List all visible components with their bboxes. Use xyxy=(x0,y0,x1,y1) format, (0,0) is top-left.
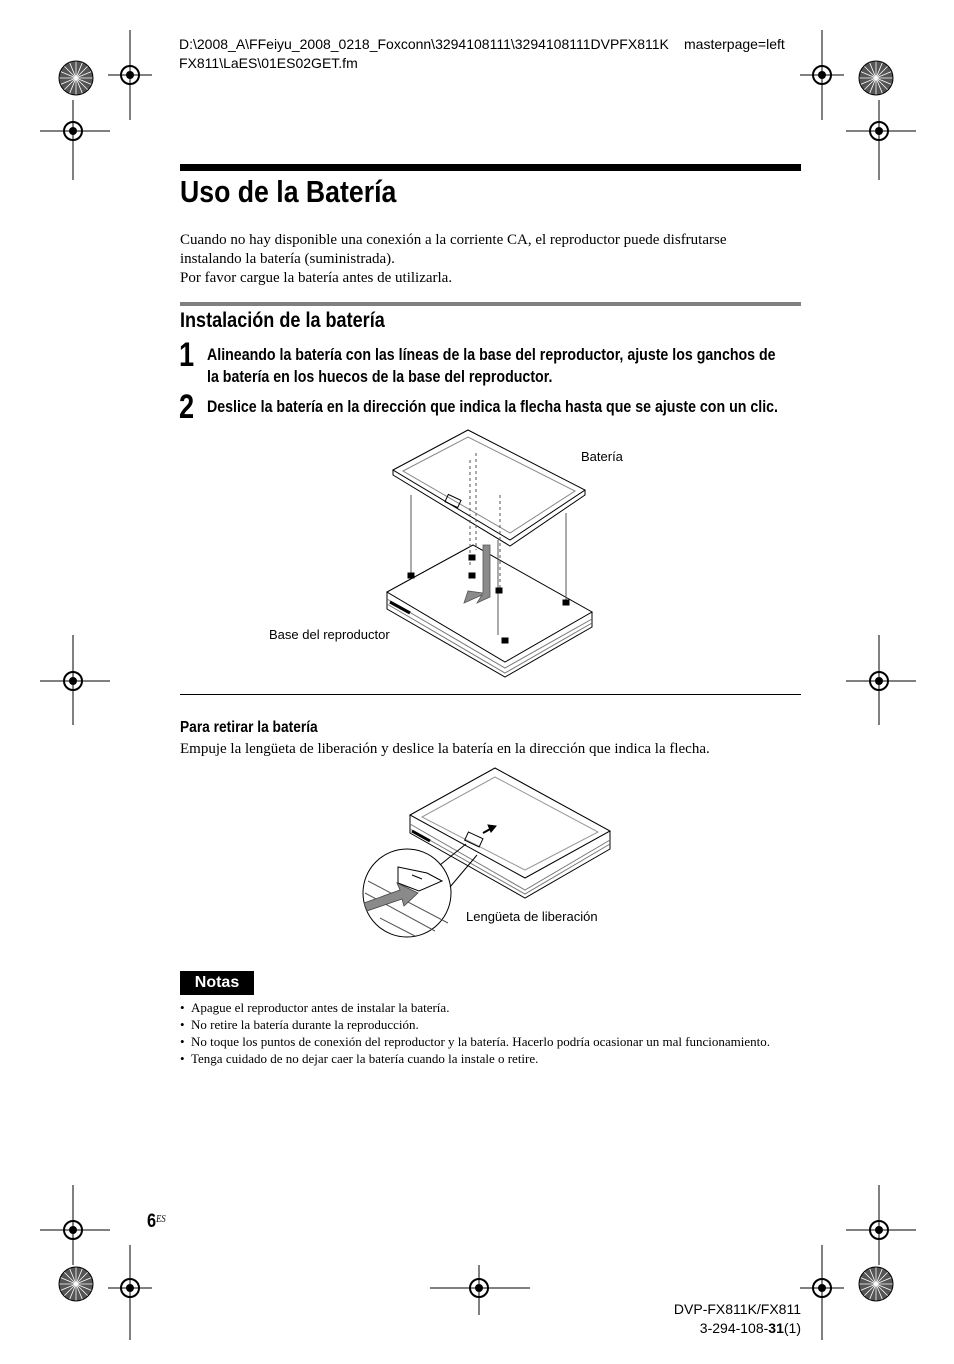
notes-badge: Notas xyxy=(180,971,254,995)
file-path-line-1: D:\2008_A\FFeiyu_2008_0218_Foxconn\3294108111\3294108111DVPFX811K xyxy=(179,36,669,52)
divider xyxy=(180,694,801,695)
file-path-header xyxy=(179,35,785,73)
remove-battery-title: Para retirar la batería xyxy=(180,719,318,736)
master-page-label: masterpage=left xyxy=(684,36,785,52)
code-suffix: (1) xyxy=(783,1320,801,1336)
battery-installation-illustration xyxy=(370,425,610,680)
step-number: 1 xyxy=(179,336,195,374)
page-title: Uso de la Batería xyxy=(180,174,397,209)
starburst-mark-icon xyxy=(858,60,894,96)
section-rule xyxy=(180,302,801,306)
starburst-mark-icon xyxy=(858,1266,894,1302)
intro-line: Cuando no hay disponible una conexión a la corriente CA, el reproductor puede disfrutarse xyxy=(180,232,727,248)
code-version: 31 xyxy=(768,1320,784,1336)
registration-mark-icon xyxy=(40,1185,110,1265)
registration-mark-icon xyxy=(40,635,110,725)
document-code xyxy=(600,1319,801,1338)
page-number-value: 6 xyxy=(147,1211,157,1232)
intro-line: instalando la batería (suministrada). xyxy=(180,251,395,267)
step-line: la batería en los huecos de la base del reproductor. xyxy=(207,368,553,386)
registration-mark-icon xyxy=(846,100,916,180)
remove-battery-text: Empuje la lengüeta de liberación y deslice la batería en la dirección que indica la flecha. xyxy=(180,741,710,757)
file-path-line-2: FX811\LaES\01ES02GET.fm xyxy=(179,55,358,71)
intro-line: Por favor cargue la batería antes de utilizarla. xyxy=(180,270,453,286)
title-rule xyxy=(180,164,801,171)
registration-mark-icon xyxy=(846,635,916,725)
registration-mark-icon xyxy=(40,100,110,180)
note-item: • Apague el reproductor antes de instalar la batería. xyxy=(180,999,780,1016)
notes-list xyxy=(180,999,780,1067)
intro-paragraph xyxy=(180,231,800,288)
battery-label: Batería xyxy=(581,449,623,464)
note-item: • No toque los puntos de conexión del reproductor y la batería. Hacerlo podría ocasionar un mal funcionamiento. xyxy=(180,1033,780,1050)
registration-mark-icon xyxy=(800,30,844,120)
registration-mark-icon xyxy=(430,1265,530,1315)
step-text xyxy=(207,344,776,388)
footer-model-info xyxy=(600,1300,801,1338)
registration-mark-icon xyxy=(846,1185,916,1265)
step-text: Deslice la batería en la dirección que indica la flecha hasta que se ajuste con un clic. xyxy=(207,398,778,416)
note-item: • No retire la batería durante la reproducción. xyxy=(180,1016,780,1033)
code-prefix: 3-294-108- xyxy=(699,1320,769,1336)
section-title: Instalación de la batería xyxy=(180,309,385,332)
registration-mark-icon xyxy=(108,1245,152,1340)
player-base-label: Base del reproductor xyxy=(269,627,390,642)
step-line: Alineando la batería con las líneas de la base del reproductor, ajuste los ganchos de xyxy=(207,346,776,364)
step-number: 2 xyxy=(179,388,195,426)
registration-mark-icon xyxy=(108,30,152,120)
note-item: • Tenga cuidado de no dejar caer la batería cuando la instale o retire. xyxy=(180,1050,780,1067)
registration-mark-icon xyxy=(800,1245,844,1340)
starburst-mark-icon xyxy=(58,1266,94,1302)
starburst-mark-icon xyxy=(58,60,94,96)
page-number xyxy=(147,1211,166,1233)
release-tab-label: Lengüeta de liberación xyxy=(466,909,598,924)
model-name: DVP-FX811K/FX811 xyxy=(673,1301,801,1317)
page-language: ES xyxy=(156,1214,166,1225)
